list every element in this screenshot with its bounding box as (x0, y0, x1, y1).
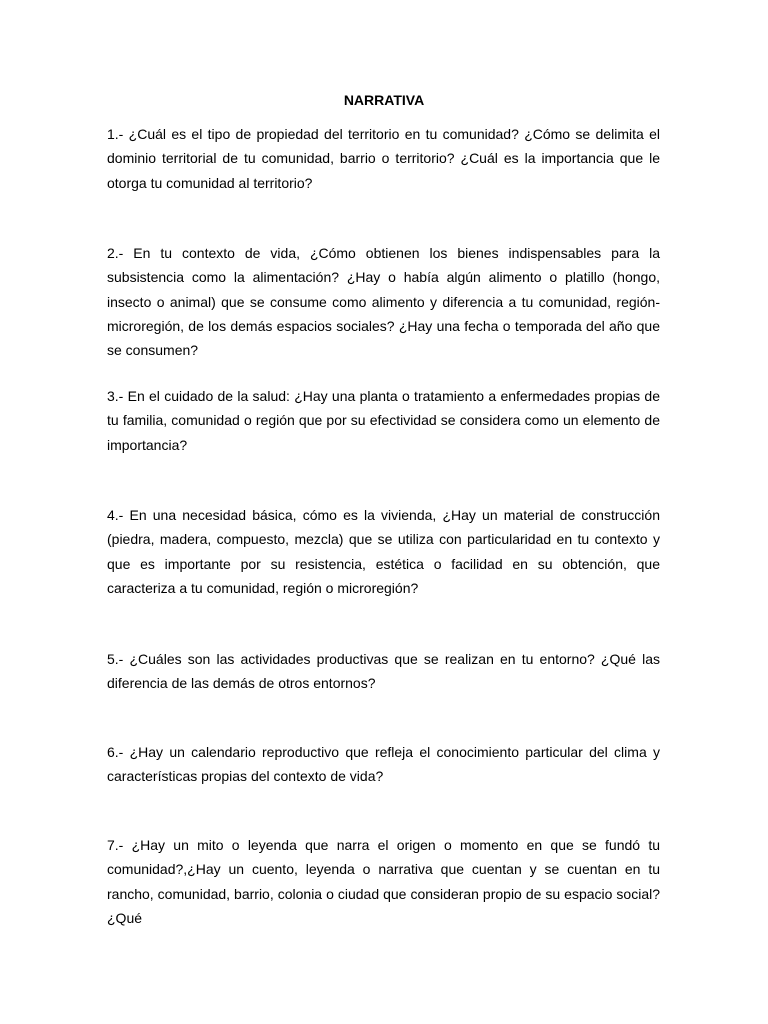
question-7: 7.- ¿Hay un mito o leyenda que narra el origen o momento en que se fundó tu comunidad?,¿Hay un cuento, leyenda o narrativa que cuentan y se cuentan en tu rancho, comunidad, barrio, colonia o ciudad que consideran propio de su espacio social? ¿Qué (107, 837, 660, 926)
question-2: 2.- En tu contexto de vida, ¿Cómo obtienen los bienes indispensables para la subsistencia como la alimentación? ¿Hay o había algún alimento o platillo (hongo, insecto o animal) que se consume como alimento y diferencia a tu comunidad, región-microregión, de los demás espacios sociales? ¿Hay una fecha o temporada del año que se consumen? (107, 245, 660, 359)
question-1: 1.- ¿Cuál es el tipo de propiedad del territorio en tu comunidad? ¿Cómo se delimita el dominio territorial de tu comunidad, barrio o territorio? ¿Cuál es la importancia que le otorga tu comunidad al territorio? (107, 126, 660, 191)
question-4: 4.- En una necesidad básica, cómo es la vivienda, ¿Hay un material de construcción (piedra, madera, compuesto, mezcla) que se utiliza con particularidad en tu contexto y que es importante por su resistencia, estética o facilidad en su obtención, que caracteriza a tu comunidad, región o microregión? (107, 507, 660, 596)
question-5: 5.- ¿Cuáles son las actividades productivas que se realizan en tu entorno? ¿Qué las diferencia de las demás de otros entornos? (107, 651, 660, 692)
document-title: NARRATIVA (343, 92, 425, 108)
question-3: 3.- En el cuidado de la salud: ¿Hay una planta o tratamiento a enfermedades propias de tu familia, comunidad o región que por su efectividad se considera como un elemento de importancia? (107, 388, 660, 453)
question-6: 6.- ¿Hay un calendario reproductivo que refleja el conocimiento particular del clima y características propias del contexto de vida? (107, 744, 660, 785)
